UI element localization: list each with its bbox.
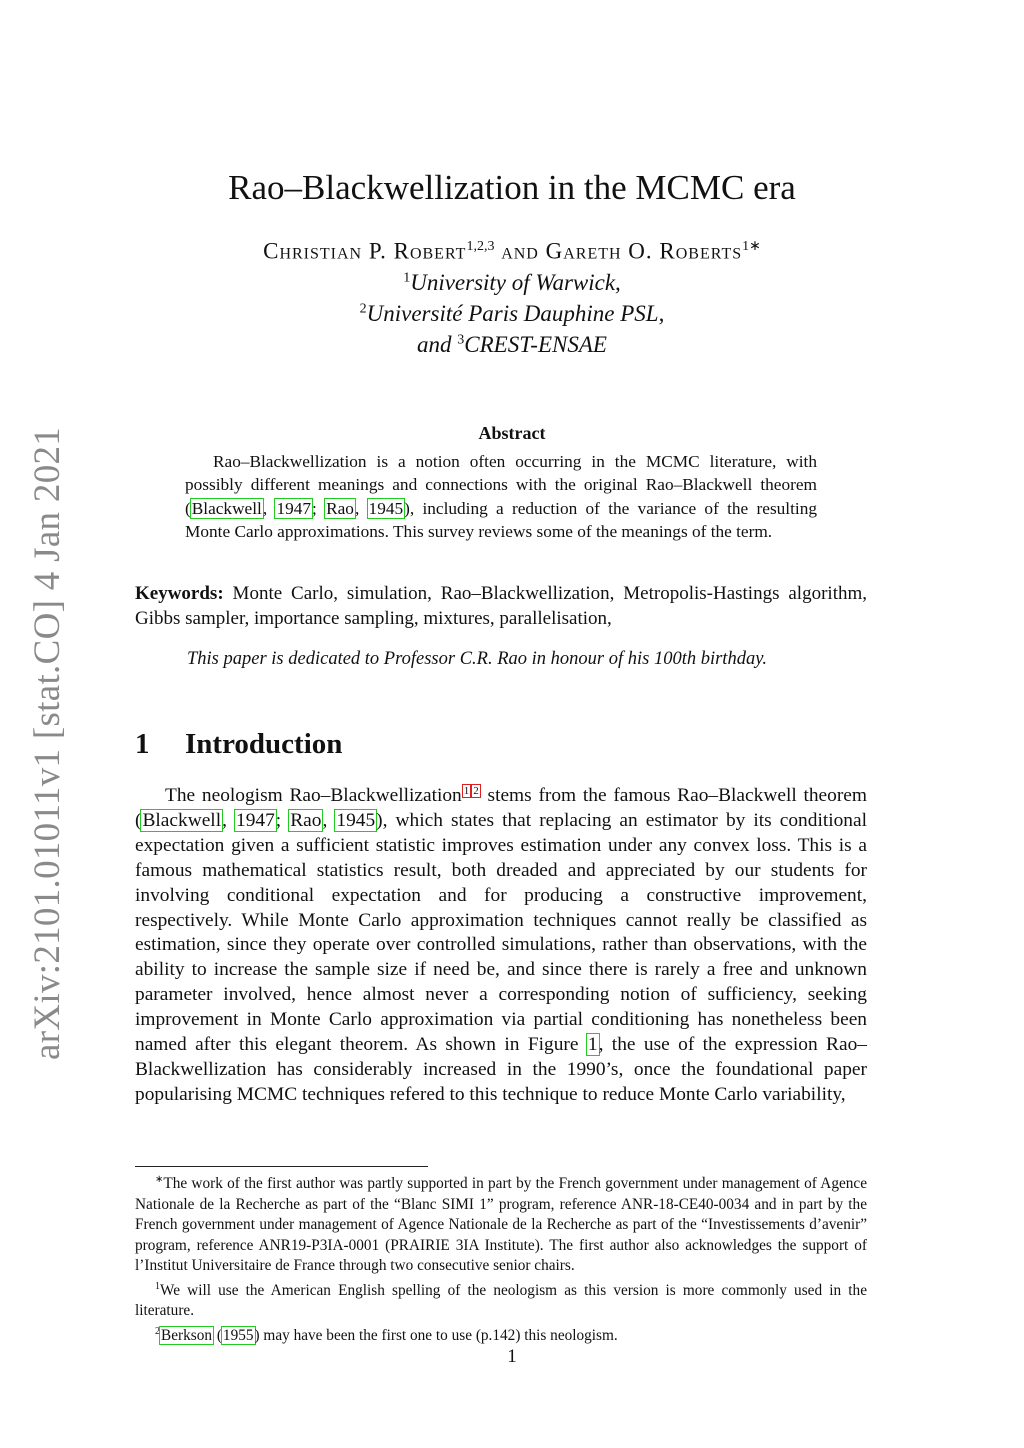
abstract-body bbox=[185, 450, 817, 543]
affiliation-marks: 1∗ bbox=[742, 239, 761, 254]
affiliation-2 bbox=[0, 301, 1024, 327]
paragraph-text: The neologism Rao–Blackwellization bbox=[165, 785, 462, 806]
footnote-star bbox=[135, 1170, 867, 1277]
citation-link[interactable]: 1945 bbox=[368, 498, 404, 518]
footnote-text: The work of the first author was partly supported in part by the French government under management of Agence Nationale de la Recherche as part of the “Blanc SIMI 1” program, reference ANR-18-CE40-0034 and in part by the French government under management of Agence Nationale de la Recherche as part of the “Investissements d’avenir” program, reference ANR19-P3IA-0001 (PRAIRIE 3IA Institute). The first author also acknowledges the support of l’Institut Universitaire de France through two consecutive senior chairs. bbox=[135, 1175, 867, 1275]
author-list bbox=[0, 238, 1024, 265]
section-heading bbox=[135, 728, 342, 761]
paragraph-text: , the use of the expression Rao–Blackwellization has considerably increased in the 1990’s, once the foundational paper popularising MCMC techniques refered to this technique to reduce Monte Carlo variability, bbox=[135, 1034, 867, 1105]
citation-separator: , bbox=[222, 809, 235, 831]
author-name: Christian P. Robert bbox=[263, 238, 467, 264]
abstract-text: Rao–Blackwellization is a notion often occurring in the MCMC literature, with possibly different meanings and connections with the original Rao–Blackwell theorem ( bbox=[185, 452, 817, 518]
citation-separator: ( bbox=[213, 1326, 222, 1344]
citation-link[interactable]: Rao bbox=[326, 498, 354, 518]
citation-link[interactable]: Berkson bbox=[161, 1326, 212, 1344]
abstract-text: ), including a reduction of the variance of the resulting Monte Carlo approximations. This survey reviews some of the meanings of the term. bbox=[185, 498, 817, 541]
abstract-heading: Abstract bbox=[478, 423, 546, 443]
paragraph-text: stems from the famous Rao–Blackwell theorem ( bbox=[135, 785, 867, 831]
page-number: 1 bbox=[507, 1346, 517, 1367]
affiliation-text: University of Warwick, bbox=[410, 270, 621, 295]
arxiv-identifier-stamp: arXiv:2101.01011v1 [stat.CO] 4 Jan 2021 bbox=[27, 426, 68, 1060]
footnotes bbox=[135, 1170, 867, 1346]
paragraph-text: ), which states that replacing an estimator by its conditional expectation given a sufficient statistic improves estimation under any convex loss. This is a famous mathematical statistics result, both dreaded and appreciated by our students for involving conditional expectation and for producing a constructive improvement, respectively. While Monte Carlo approximation techniques cannot really be classified as estimation, since they operate over controlled simulations, rather than observations, with the ability to increase the sample size if need be, and since there is rarely a free and unknown parameter involved, hence almost never a corresponding notion of sufficiency, seeking improvement in Monte Carlo approximation via partial conditioning has nonetheless been named after this elegant theorem. As shown in Figure bbox=[135, 809, 867, 1056]
footnote-text: We will use the American English spelling of the neologism as this version is more commonly used in the literature. bbox=[135, 1281, 867, 1320]
section-number: 1 bbox=[135, 728, 150, 760]
footnote-mark: 1 bbox=[155, 1280, 160, 1292]
keywords bbox=[135, 581, 867, 631]
affiliation-mark: 3 bbox=[457, 332, 465, 348]
citation-link[interactable]: 1947 bbox=[236, 809, 275, 831]
citation-separator: , bbox=[262, 498, 276, 518]
footnote-text: ) may have been the first one to use (p.142) this neologism. bbox=[254, 1326, 618, 1344]
keywords-text: Monte Carlo, simulation, Rao–Blackwellization, Metropolis-Hastings algorithm, Gibbs sampler, importance sampling, mixtures, parallelisation, bbox=[135, 583, 867, 629]
citation-separator: , bbox=[322, 809, 336, 831]
section-title: Introduction bbox=[185, 728, 343, 760]
figure-link[interactable]: 1 bbox=[587, 1034, 598, 1056]
affiliation-text: CREST-ENSAE bbox=[464, 332, 607, 357]
author-connector: and bbox=[501, 238, 539, 264]
affiliation-marks: 1,2,3 bbox=[466, 239, 495, 254]
citation-link[interactable]: 1947 bbox=[276, 498, 311, 518]
footnote-mark: ∗ bbox=[155, 1174, 164, 1185]
dedication: This paper is dedicated to Professor C.R. Rao in honour of his 100th birthday. bbox=[187, 649, 768, 669]
paper-title: Rao–Blackwellization in the MCMC era bbox=[228, 168, 796, 207]
footnote-mark: 2 bbox=[155, 1325, 160, 1337]
affiliation-prefix: and bbox=[417, 332, 452, 357]
author-name: Gareth O. Roberts bbox=[545, 238, 743, 264]
citation-link[interactable]: 1945 bbox=[336, 809, 376, 831]
keywords-label: Keywords: bbox=[135, 583, 224, 604]
footnote-ref-2[interactable]: 2 bbox=[473, 784, 479, 797]
footnote-2 bbox=[135, 1322, 867, 1347]
citation-link[interactable]: Blackwell bbox=[142, 809, 222, 831]
affiliation-mark: 2 bbox=[359, 301, 367, 317]
citation-link[interactable]: Blackwell bbox=[191, 498, 262, 518]
footnote-rule bbox=[135, 1166, 428, 1167]
introduction-body bbox=[135, 784, 867, 1108]
citation-separator: , bbox=[354, 498, 368, 518]
citation-separator: ; bbox=[312, 498, 326, 518]
paragraph bbox=[135, 784, 867, 1108]
citation-link[interactable]: Rao bbox=[290, 809, 322, 831]
footnote-ref-1[interactable]: 1 bbox=[463, 784, 470, 797]
affiliation-text: Université Paris Dauphine PSL, bbox=[366, 301, 665, 326]
citation-separator: ; bbox=[275, 809, 290, 831]
affiliation-1 bbox=[0, 270, 1024, 296]
citation-link[interactable]: 1955 bbox=[222, 1326, 254, 1344]
affiliation-mark: 1 bbox=[403, 270, 411, 286]
affiliation-3 bbox=[0, 332, 1024, 358]
footnote-1 bbox=[135, 1277, 867, 1322]
